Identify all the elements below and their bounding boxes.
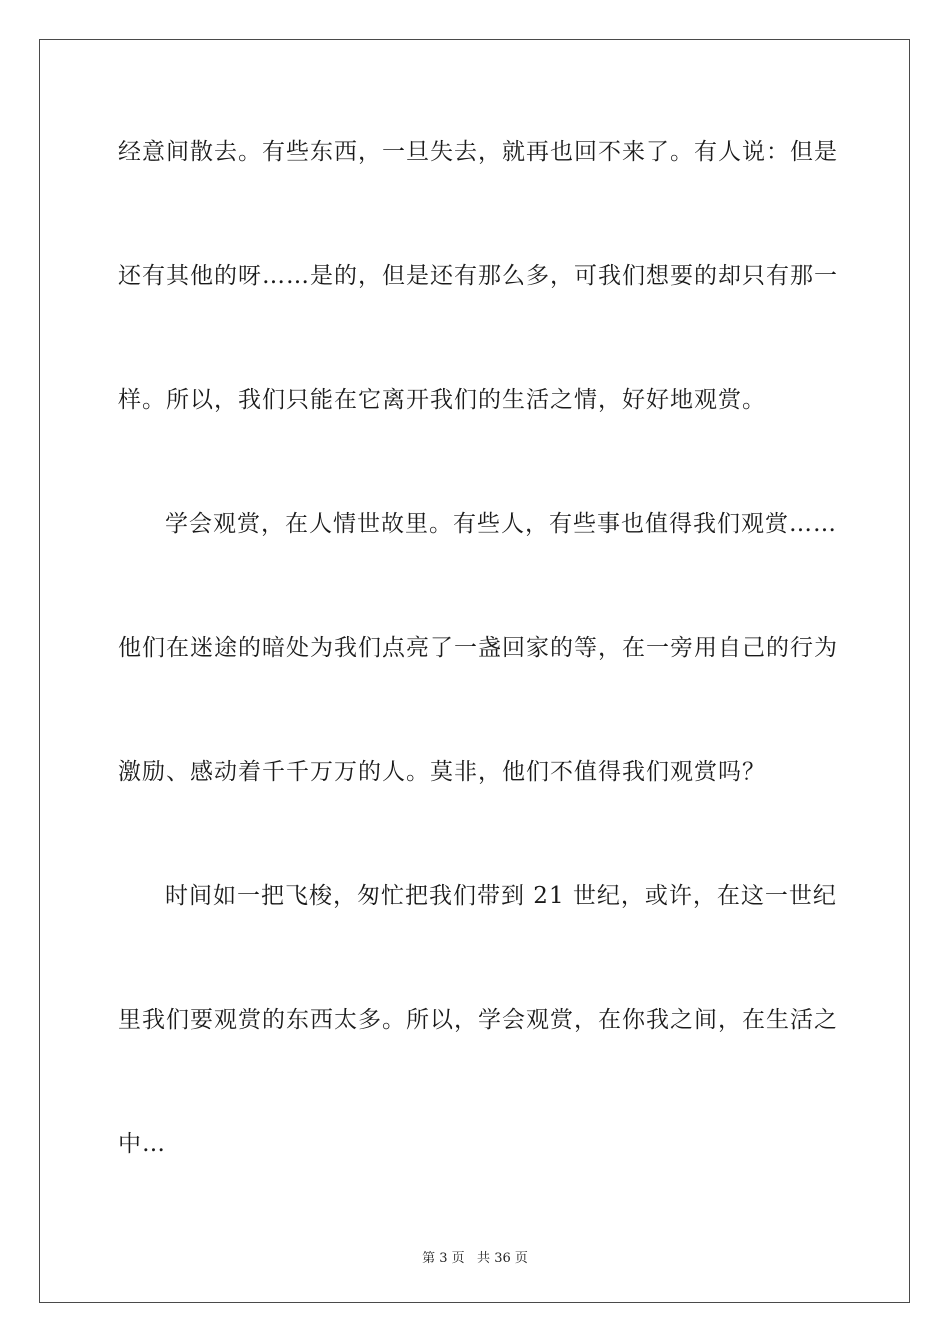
paragraph-line-2: 还有其他的呀……是的，但是还有那么多，可我们想要的却只有那一	[118, 263, 838, 289]
page-border	[39, 39, 910, 1303]
page-number-footer: 第 3 页 共 36 页	[422, 1251, 528, 1266]
paragraph-line-1: 经意间散去。有些东西，一旦失去，就再也回不来了。有人说：但是	[118, 139, 838, 165]
paragraph-line-6: 激励、感动着千千万万的人。莫非，他们不值得我们观赏吗？	[118, 759, 766, 785]
paragraph-line-3: 样。所以，我们只能在它离开我们的生活之情，好好地观赏。	[118, 387, 766, 413]
paragraph-line-5: 他们在迷途的暗处为我们点亮了一盏回家的等，在一旁用自己的行为	[118, 635, 838, 661]
paragraph-line-9: 中…	[118, 1131, 166, 1157]
paragraph-line-8: 里我们要观赏的东西太多。所以，学会观赏，在你我之间，在生活之	[118, 1007, 838, 1033]
paragraph-line-7: 时间如一把飞梭，匆忙把我们带到 21 世纪，或许，在这一世纪	[165, 883, 837, 909]
paragraph-line-4: 学会观赏，在人情世故里。有些人，有些事也值得我们观赏……	[165, 511, 837, 537]
